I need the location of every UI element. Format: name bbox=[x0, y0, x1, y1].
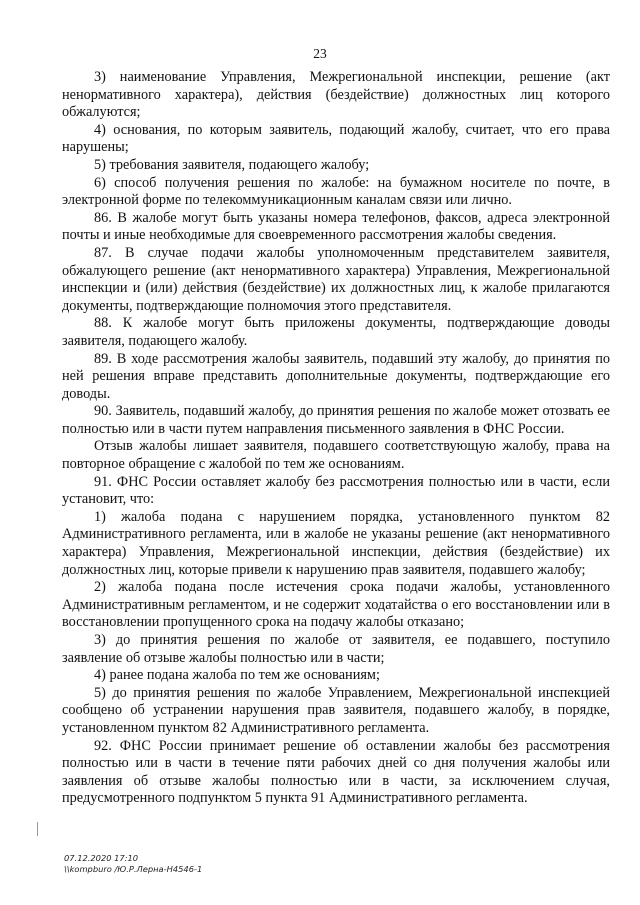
page-number: 23 bbox=[313, 46, 327, 61]
document-body bbox=[62, 69, 610, 808]
footer-date: 07.12.2020 17:10 bbox=[64, 853, 139, 863]
paragraph-91-item-2: 2) жалоба подана после истечения срока подачи жалобы, установленного Административным регламентом, и не содержит ходатайства о его восстановлении или в восстановлении пропущенного срока на подачу жалобы отказано; bbox=[62, 579, 610, 631]
paragraph-91-item-5: 5) до принятия решения по жалобе Управлением, Межрегиональной инспекцией сообщено об устранении нарушения прав заявителя, подавшего жалобу, в порядке, установленном пунктом 82 Административного регламента. bbox=[62, 684, 610, 736]
paragraph-90-withdrawal: Отзыв жалобы лишает заявителя, подавшего соответствующую жалобу, права на повторное обращение с жалобой по тем же основаниям. bbox=[62, 438, 610, 473]
paragraph-90: 90. Заявитель, подавший жалобу, до принятия решения по жалобе может отозвать ее полностью или в части путем направления письменного заявления в ФНС России. bbox=[62, 403, 610, 437]
document-footer bbox=[64, 853, 202, 875]
paragraph-91: 91. ФНС России оставляет жалобу без рассмотрения полностью или в части, если установит, что: bbox=[62, 473, 610, 508]
paragraph-88: 88. К жалобе могут быть приложены документы, подтверждающие доводы заявителя, подающего жалобу. bbox=[62, 315, 610, 349]
paragraph-91-item-1: 1) жалоба подана с нарушением порядка, установленного пунктом 82 Административного регламента, или в жалобе не указаны решение (акт ненормативного характера) Управления, Межрегиональной инспекции, действия (бездействие) их должностных лиц, которые привели к нарушению прав заявителя, подавшего жалобу; bbox=[62, 508, 610, 578]
footer-path: \\kompburo /Ю.Р.Лерна-Н4546-1 bbox=[64, 864, 203, 874]
paragraph-92: 92. ФНС России принимает решение об оставлении жалобы без рассмотрения полностью или в части в течение пяти рабочих дней со дня получения жалобы или заявления об отзыве жалобы полностью или в части, за исключением случая, предусмотренного подпунктом 5 пункта 91 Административного регламента. bbox=[62, 737, 610, 807]
paragraph-87: 87. В случае подачи жалобы уполномоченным представителем заявителя, обжалующего решение (акт ненормативного характера) Управления, Межрегиональной инспекции и (или) действия (бездействие) их должностных лиц, к жалобе прилагаются документы, подтверждающие полномочия этого представителя. bbox=[62, 244, 610, 314]
paragraph-89: 89. В ходе рассмотрения жалобы заявитель, подавший эту жалобу, до принятия по ней решения вправе представить дополнительные документы, подтверждающие его доводы. bbox=[62, 350, 610, 402]
paragraph-3-subject: 3) наименование Управления, Межрегиональной инспекции, решение (акт ненормативного характера), действия (бездействие) должностных лиц которого обжалуются; bbox=[62, 69, 610, 121]
margin-mark bbox=[37, 822, 41, 836]
paragraph-6-delivery-method: 6) способ получения решения по жалобе: на бумажном носителе по почте, в электронной форме по телекоммуникационным каналам связи или лично. bbox=[62, 174, 610, 209]
paragraph-91-item-4: 4) ранее подана жалоба по тем же основаниям; bbox=[94, 667, 380, 684]
paragraph-4-grounds: 4) основания, по которым заявитель, подающий жалобу, считает, что его права нарушены; bbox=[62, 121, 610, 156]
paragraph-91-item-3: 3) до принятия решения по жалобе от заявителя, ее подавшего, поступило заявление об отзыве жалобы полностью или в части; bbox=[62, 632, 610, 666]
paragraph-86: 86. В жалобе могут быть указаны номера телефонов, факсов, адреса электронной почты и иные необходимые для своевременного рассмотрения жалобы сведения. bbox=[62, 209, 610, 244]
paragraph-5-demands: 5) требования заявителя, подающего жалобу; bbox=[94, 156, 370, 173]
